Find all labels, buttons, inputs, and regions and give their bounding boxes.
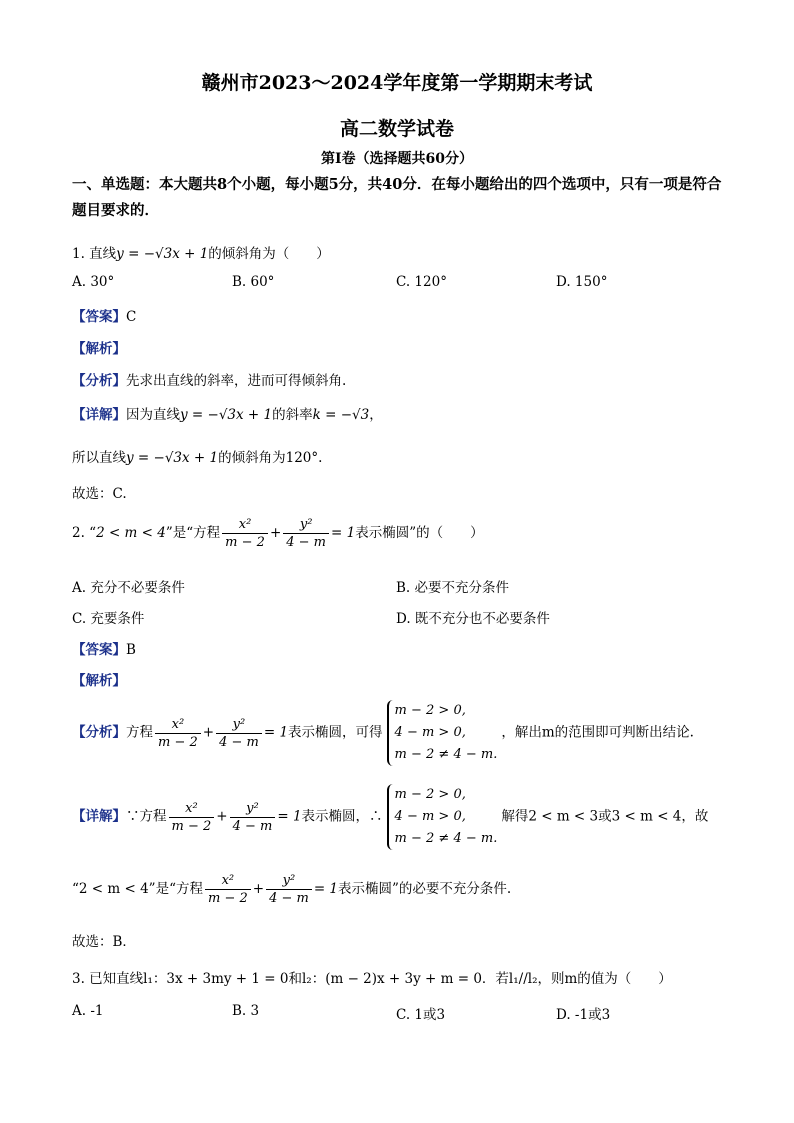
q2-stem: 2. “2 < m < 4”是“方程 $\frac{\text{x²}}{m - 2}$ + $\frac{\text{y²}}{4 - m}$ = 1表示椭圆”的（ ） [72,517,484,550]
equation-system: m − 2 > 0, 4 − m > 0, m − 2 ≠ 4 − m. [387,784,498,850]
fraction: $\frac{\text{x²}}{m - 2}$ [169,800,215,835]
q3-option-d: D. -1或3 [556,1007,611,1023]
fraction: $\frac{\text{y²}}{4 - m}$ [266,872,312,907]
q2-answer: 【答案】B [72,642,136,658]
q2-analysis-tag: 【解析】 [72,673,126,689]
fraction: $\frac{\text{x²}}{m - 2}$ [155,716,201,751]
q1-choice: 故选：C. [72,486,127,502]
q2-option-c: C. 充要条件 [72,611,145,627]
fraction: $\frac{\text{y²}}{4 - m}$ [283,516,329,551]
q3-option-b: B. 3 [232,1003,260,1019]
equation-system: m − 2 > 0, 4 − m > 0, m − 2 ≠ 4 − m. [387,700,498,766]
q1-option-a: A. 30° [72,274,115,290]
fraction: $\frac{\text{x²}}{m - 2}$ [205,872,251,907]
q2-fenxi: 【分析】方程 $\frac{\text{x²}}{m - 2}$ + $\frac{\text{y²}}{4 - m}$ = 1表示椭圆，可得 m − 2 > 0, 4 − m > 0, m − 2 ≠ 4 − m. ，解出m的范围即可判断出结论. [72,700,694,766]
q3-option-a: A. -1 [72,1003,104,1019]
q2-option-a: A. 充分不必要条件 [72,580,185,596]
q2-option-b: B. 必要不充分条件 [396,580,510,596]
q2-final: “2 < m < 4”是“方程 $\frac{\text{x²}}{m - 2}$ + $\frac{\text{y²}}{4 - m}$ = 1表示椭圆”的必要不充分条件. [72,873,512,906]
exam-subtitle: 高二数学试卷 [339,118,454,140]
q1-conclusion: 所以直线y = −√3x + 1的倾斜角为120°. [72,450,323,466]
q1-stem: 1. 直线y = −√3x + 1的倾斜角为（ ） [72,246,330,262]
q3-stem: 3. 已知直线l₁：3x + 3my + 1 = 0和l₂：(m − 2)x + 3y + m = 0．若l₁//l₂，则m的值为（ ） [72,971,672,987]
section-heading: 一、单选题：本大题共8个小题，每小题5分，共40分．在每小题给出的四个选项中，只有一项是符合题目要求的． [72,176,722,219]
q1-detail: 【详解】因为直线y = −√3x + 1的斜率k = −√3， [72,407,383,423]
q1-analysis-tag: 【解析】 [72,341,126,357]
q3-option-c: C. 1或3 [396,1007,446,1023]
fraction: $\frac{\text{x²}}{m - 2}$ [222,516,268,551]
fraction: $\frac{\text{y²}}{4 - m}$ [230,800,276,835]
q1-answer: 【答案】C [72,309,137,325]
exam-title: 赣州市2023～2024学年度第一学期期末考试 [201,72,593,94]
q2-detail: 【详解】∵方程 $\frac{\text{x²}}{m - 2}$ + $\frac{\text{y²}}{4 - m}$ = 1表示椭圆，∴ m − 2 > 0, 4 − m > 0, m − 2 ≠ 4 − m. 解得2 < m < 3或3 < m < 4，故 [72,784,708,850]
fraction: $\frac{\text{y²}}{4 - m}$ [216,716,262,751]
q1-option-b: B. 60° [232,274,275,290]
q2-option-d: D. 既不充分也不必要条件 [396,611,550,627]
q1-fenxi: 【分析】先求出直线的斜率，进而可得倾斜角. [72,373,347,389]
q2-choice: 故选：B． [72,934,136,950]
q1-option-c: C. 120° [396,274,447,290]
q1-equation: y = −√3x + 1 [116,246,209,262]
q1-option-d: D. 150° [556,274,608,290]
part-heading: 第Ⅰ卷（选择题共60分） [320,151,474,167]
